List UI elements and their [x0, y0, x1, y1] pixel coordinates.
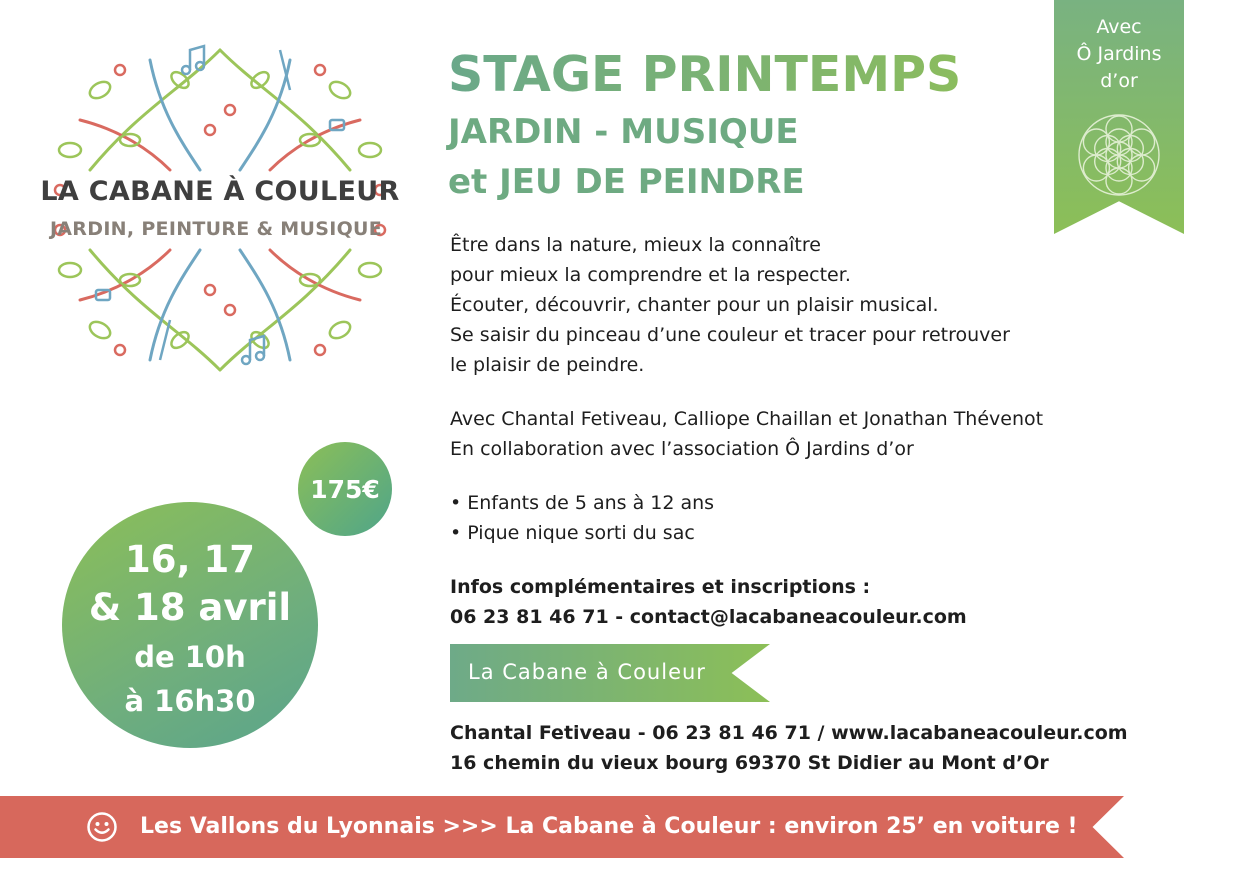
- bullet-item: • Pique nique sorti du sac: [450, 522, 695, 544]
- price-badge: [298, 442, 392, 536]
- infos-title: Infos complémentaires et inscriptions :: [450, 576, 871, 598]
- price-value: 175€: [310, 474, 380, 504]
- smiley-icon: [86, 811, 118, 843]
- bullet-item: • Enfants de 5 ans à 12 ans: [450, 492, 715, 514]
- logo: [0, 0, 440, 400]
- intro-line: le plaisir de peindre.: [450, 354, 645, 376]
- intro-line: Être dans la nature, mieux la connaître: [450, 234, 821, 256]
- infos-contact[interactable]: 06 23 81 46 71 - contact@lacabaneacouleur.com: [450, 606, 967, 628]
- cabane-banner-label: La Cabane à Couleur: [468, 660, 706, 684]
- partner-ribbon-text: [1054, 14, 1184, 95]
- footer-contact-line[interactable]: Chantal Fetiveau - 06 23 81 46 71 / www.lacabaneacouleur.com: [450, 722, 1128, 744]
- intro-line: pour mieux la comprendre et la respecter.: [450, 264, 851, 286]
- logo-subtitle: JARDIN, PEINTURE & MUSIQUE: [49, 218, 383, 240]
- ribbon-line: d’or: [1100, 70, 1138, 92]
- footer-address-line: 16 chemin du vieux bourg 69370 St Didier au Mont d’Or: [450, 752, 1049, 774]
- travel-banner-text: Les Vallons du Lyonnais >>> La Cabane à Couleur : environ 25’ en voiture !: [140, 814, 1078, 839]
- logo-wreath-icon: [30, 30, 410, 390]
- ribbon-line: Avec: [1096, 16, 1142, 38]
- ribbon-line: Ô Jardins: [1076, 43, 1162, 65]
- collab-line: Avec Chantal Fetiveau, Calliope Chaillan et Jonathan Thévenot: [450, 408, 1044, 430]
- intro-line: Se saisir du pinceau d’une couleur et tracer pour retrouver: [450, 324, 1010, 346]
- page-title: STAGE PRINTEMPS: [448, 46, 962, 103]
- time-end: à 16h30: [124, 684, 256, 718]
- collab-line: En collaboration avec l’association Ô Jardins d’or: [450, 438, 914, 460]
- date-month: & 18 avril: [88, 586, 292, 629]
- logo-title: LA CABANE À COULEUR: [40, 176, 400, 207]
- flower-of-life-icon: [1068, 110, 1170, 200]
- subtitle-line-2: et JEU DE PEINDRE: [448, 162, 805, 202]
- intro-line: Écouter, découvrir, chanter pour un plaisir musical.: [450, 294, 939, 316]
- time-start: de 10h: [134, 640, 246, 674]
- subtitle-line-1: JARDIN - MUSIQUE: [448, 112, 799, 152]
- date-days: 16, 17: [125, 538, 255, 581]
